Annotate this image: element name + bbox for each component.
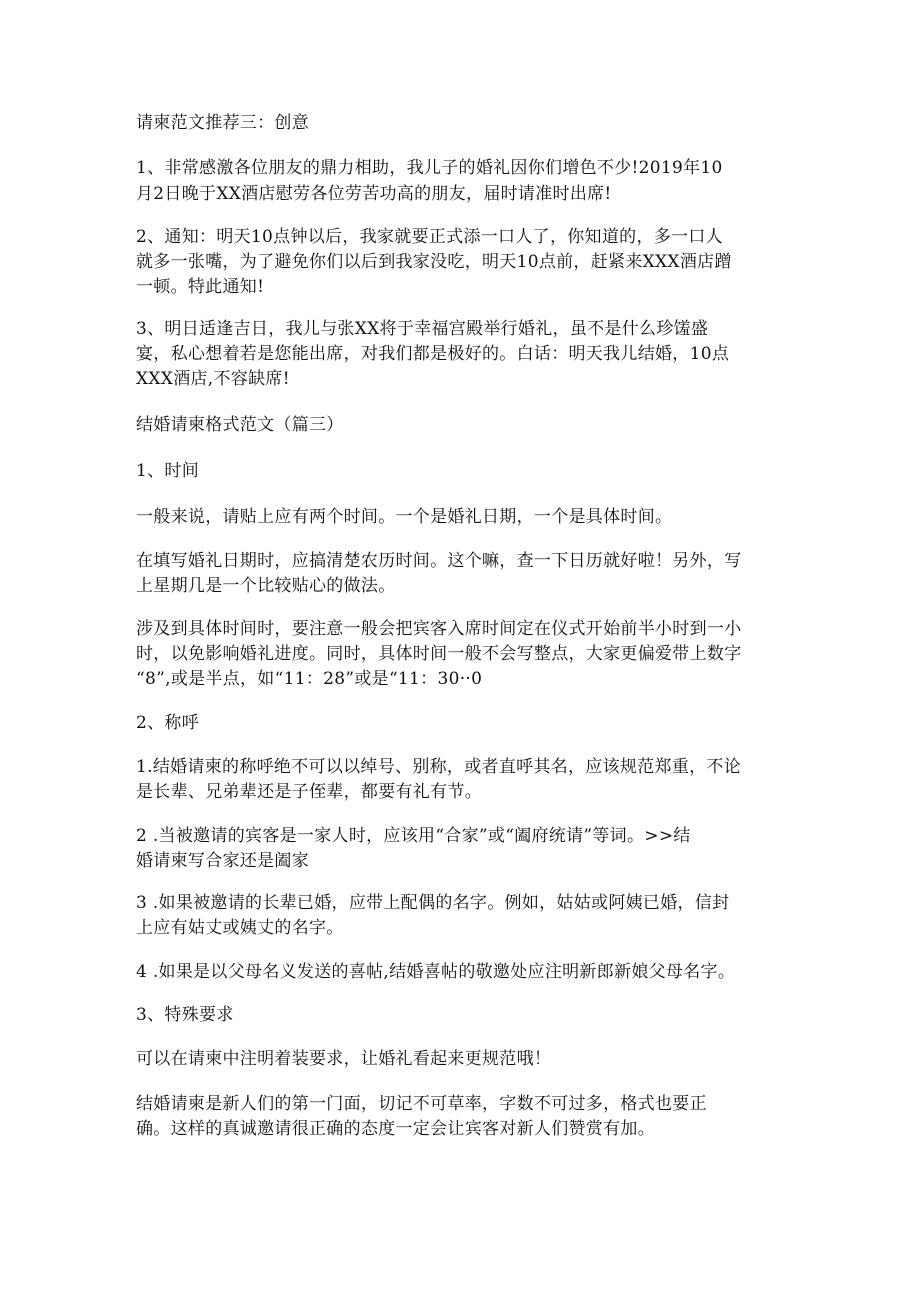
- paragraph-line: 一顿。特此通知!: [136, 277, 265, 297]
- paragraph-line: 3 .如果被邀请的长辈已婚，应带上配偶的名字。例如，姑姑或阿姨已婚，信封: [136, 893, 730, 913]
- paragraph-line: 4 .如果是以父母名义发送的喜帖,结婚喜帖的敬邀处应注明新郎新娘父母名字。: [136, 962, 736, 982]
- paragraph-line: 1.结婚请柬的称呼绝不可以以绰号、别称，或者直呼其名，应该规范郑重，不论: [136, 757, 742, 777]
- paragraph-line: 月2日晚于XX酒店慰劳各位劳苦功高的朋友，届时请准时出席!: [136, 184, 612, 204]
- paragraph-line: 是长辈、兄弟辈还是子侄辈，都要有礼有节。: [136, 782, 482, 802]
- paragraph-line: 可以在请柬中注明着装要求，让婚礼看起来更规范哦！: [136, 1049, 552, 1069]
- paragraph-line: 婚请柬写合家还是阖家: [136, 851, 309, 871]
- paragraph-line: 在填写婚礼日期时，应搞清楚农历时间。这个嘛，查一下日历就好啦！另外，写: [136, 551, 742, 571]
- paragraph-line: “8”,或是半点，如“11：28”或是“11：30··0: [136, 669, 483, 689]
- paragraph-line: 1、非常感激各位朋友的鼎力相助，我儿子的婚礼因你们增色不少!2019年10: [136, 158, 723, 178]
- paragraph-line: 上应有姑丈或姨丈的名字。: [136, 918, 344, 938]
- paragraph-line: 涉及到具体时间时，要注意一般会把宾客入席时间定在仪式开始前半小时到一小: [136, 619, 742, 639]
- section-heading-invitation-samples: 请柬范文推荐三：创意: [136, 113, 309, 133]
- paragraph-line: 上星期几是一个比较贴心的做法。: [136, 576, 396, 596]
- paragraph-line: 时，以免影响婚礼进度。同时，具体时间一般不会写整点，大家更偏爱带上数字: [136, 644, 742, 664]
- paragraph-line: 宴，私心想着若是您能出席，对我们都是极好的。白话：明天我儿结婚，10点: [136, 344, 730, 364]
- paragraph-line: 3、明日适逢吉日，我儿与张XX将于幸福宫殿举行婚礼，虽不是什么珍馐盛: [136, 319, 709, 339]
- paragraph-line: 就多一张嘴，为了避免你们以后到我家没吃，明天10点前，赶紧来XXX酒店蹭: [136, 252, 732, 272]
- paragraph-line: 2 .当被邀请的宾客是一家人时，应该用“合家”或“阖府统请”等词。>>结: [136, 826, 691, 846]
- paragraph-line: 一般来说，请贴上应有两个时间。一个是婚礼日期，一个是具体时间。: [136, 507, 673, 527]
- paragraph-line: 2、通知：明天10点钟以后，我家就要正式添一口人了，你知道的，多一口人: [136, 227, 723, 247]
- section-heading-format: 结婚请柬格式范文（篇三）: [136, 415, 344, 435]
- paragraph-line: 结婚请柬是新人们的第一门面，切记不可草率，字数不可过多，格式也要正: [136, 1094, 707, 1114]
- paragraph-line: 确。这样的真诚邀请很正确的态度一定会让宾客对新人们赞赏有加。: [136, 1119, 655, 1139]
- subheading-special-requirements: 3、特殊要求: [136, 1005, 234, 1025]
- subheading-time: 1、时间: [136, 461, 200, 481]
- paragraph-line: XXX酒店,不容缺席!: [136, 369, 290, 389]
- subheading-salutation: 2、称呼: [136, 713, 200, 733]
